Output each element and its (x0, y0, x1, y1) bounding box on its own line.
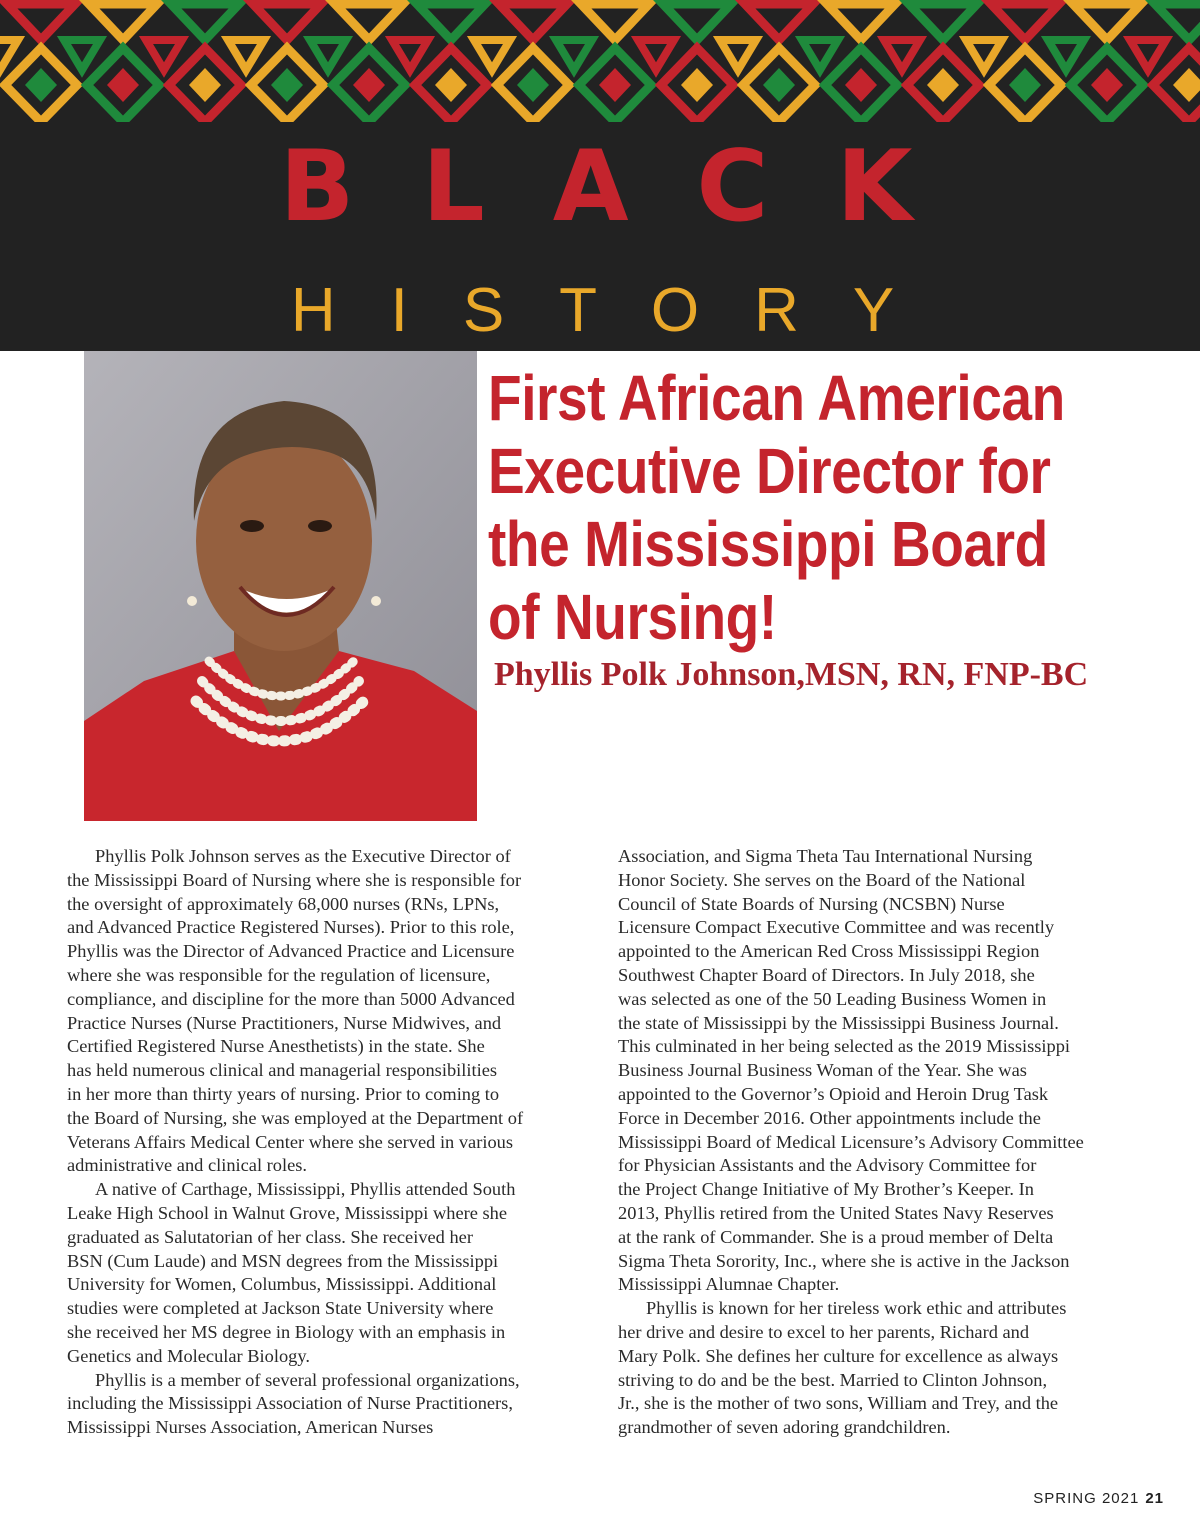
body-text-line: was selected as one of the 50 Leading Business Women in (618, 988, 1047, 1009)
body-text-line: at the rank of Commander. She is a proud member of Delta (618, 1226, 1054, 1247)
body-text-line: University for Women, Columbus, Mississippi. Additional (67, 1274, 497, 1295)
body-text-line: Mississippi Board of Medical Licensure’s Advisory Committee (618, 1131, 1084, 1152)
banner-title-black: BLACK (279, 130, 981, 244)
body-text-line: This culminated in her being selected as the 2019 Mississippi (618, 1036, 1071, 1057)
body-text-line: the Project Change Initiative of My Brother’s Keeper. In (618, 1179, 1034, 1200)
body-text-line: grandmother of seven adoring grandchildren. (618, 1417, 951, 1438)
black-history-banner (0, 0, 1200, 351)
body-text-line: Association, and Sigma Theta Tau International Nursing (618, 846, 1033, 866)
kente-pattern (0, 0, 1200, 122)
article-byline: Phyllis Polk Johnson,MSN, RN, FNP-BC (494, 656, 1089, 693)
body-text-line: has held numerous clinical and managerial responsibilities (67, 1060, 498, 1081)
body-text-line: graduated as Salutatorian of her class. She received her (67, 1226, 473, 1247)
article-column-right (618, 845, 1128, 1440)
body-text-line: Council of State Boards of Nursing (NCSBN) Nurse (618, 893, 1005, 914)
headline-line: of Nursing! (488, 581, 777, 653)
page-number: 21 (1145, 1490, 1164, 1507)
body-text-line: for Physician Assistants and the Advisory Committee for (618, 1155, 1037, 1176)
body-text-line: the state of Mississippi by the Mississippi Business Journal. (618, 1012, 1059, 1033)
body-text-line: compliance, and discipline for the more than 5000 Advanced (67, 988, 515, 1009)
body-text-line: Phyllis is known for her tireless work ethic and attributes (646, 1298, 1067, 1319)
article-headline (488, 362, 1090, 654)
body-text-line: and Advanced Practice Registered Nurses). Prior to this role, (67, 917, 515, 938)
page-footer (1033, 1490, 1164, 1507)
body-text-line: Southwest Chapter Board of Directors. In July 2018, she (618, 964, 1035, 985)
body-text-line: Sigma Theta Sorority, Inc., where she is active in the Jackson (618, 1250, 1070, 1271)
body-text-line: BSN (Cum Laude) and MSN degrees from the Mississippi (67, 1250, 499, 1271)
body-text-line: A native of Carthage, Mississippi, Phyllis attended South (95, 1179, 516, 1200)
body-text-line: Force in December 2016. Other appointments include the (618, 1107, 1041, 1128)
body-text-line: including the Mississippi Association of Nurse Practitioners, (67, 1393, 513, 1414)
headline-line: First African American (488, 362, 1065, 434)
article-column-left (67, 845, 577, 1440)
body-text-line: Phyllis is a member of several professional organizations, (95, 1369, 520, 1390)
body-text-line: appointed to the American Red Cross Mississippi Region (618, 941, 1040, 962)
body-text-line: in her more than thirty years of nursing. Prior to coming to (67, 1083, 500, 1104)
issue-label: SPRING 2021 (1033, 1490, 1140, 1507)
body-text-line: appointed to the Governor’s Opioid and Heroin Drug Task (618, 1083, 1049, 1104)
body-text-line: she received her MS degree in Biology with an emphasis in (67, 1321, 506, 1342)
body-text-line: Mississippi Alumnae Chapter. (618, 1274, 840, 1295)
body-text-line: Licensure Compact Executive Committee and was recently (618, 917, 1055, 938)
body-text-line: studies were completed at Jackson State University where (67, 1298, 494, 1319)
body-text-line: Phyllis was the Director of Advanced Practice and Licensure (67, 941, 515, 962)
body-text-line: Mary Polk. She defines her culture for excellence as always (618, 1345, 1059, 1366)
body-text-line: Mississippi Nurses Association, American Nurses (67, 1417, 434, 1438)
body-text-line: 2013, Phyllis retired from the United States Navy Reserves (618, 1202, 1054, 1223)
body-text-line: the oversight of approximately 68,000 nurses (RNs, LPNs, (67, 893, 500, 914)
body-text-line: administrative and clinical roles. (67, 1155, 308, 1176)
body-text-line: Practice Nurses (Nurse Practitioners, Nurse Midwives, and (67, 1012, 502, 1033)
body-text-line: the Board of Nursing, she was employed at the Department of (67, 1107, 524, 1128)
body-text-line: Genetics and Molecular Biology. (67, 1345, 310, 1366)
body-text-line: Certified Registered Nurse Anesthetists) in the state. She (67, 1036, 485, 1057)
banner-title-history: HISTORY (290, 276, 950, 345)
headline-line: the Mississippi Board (488, 508, 1048, 580)
body-text-line: Business Journal Business Woman of the Year. She was (618, 1060, 1027, 1081)
body-text-line: the Mississippi Board of Nursing where she is responsible for (67, 869, 522, 890)
body-text-line: where she was responsible for the regulation of licensure, (67, 964, 491, 985)
body-text-line: Honor Society. She serves on the Board of the National (618, 869, 1026, 890)
body-text-line: striving to do and be the best. Married to Clinton Johnson, (618, 1369, 1048, 1390)
body-text-line: Phyllis Polk Johnson serves as the Executive Director of (95, 846, 511, 866)
headline-line: Executive Director for (488, 435, 1051, 507)
body-text-line: Leake High School in Walnut Grove, Mississippi where she (67, 1202, 508, 1223)
body-text-line: Veterans Affairs Medical Center where she served in various (67, 1131, 513, 1152)
portrait-photo (84, 351, 477, 821)
body-text-line: her drive and desire to excel to her parents, Richard and (618, 1321, 1030, 1342)
body-text-line: Jr., she is the mother of two sons, William and Trey, and the (618, 1393, 1059, 1414)
